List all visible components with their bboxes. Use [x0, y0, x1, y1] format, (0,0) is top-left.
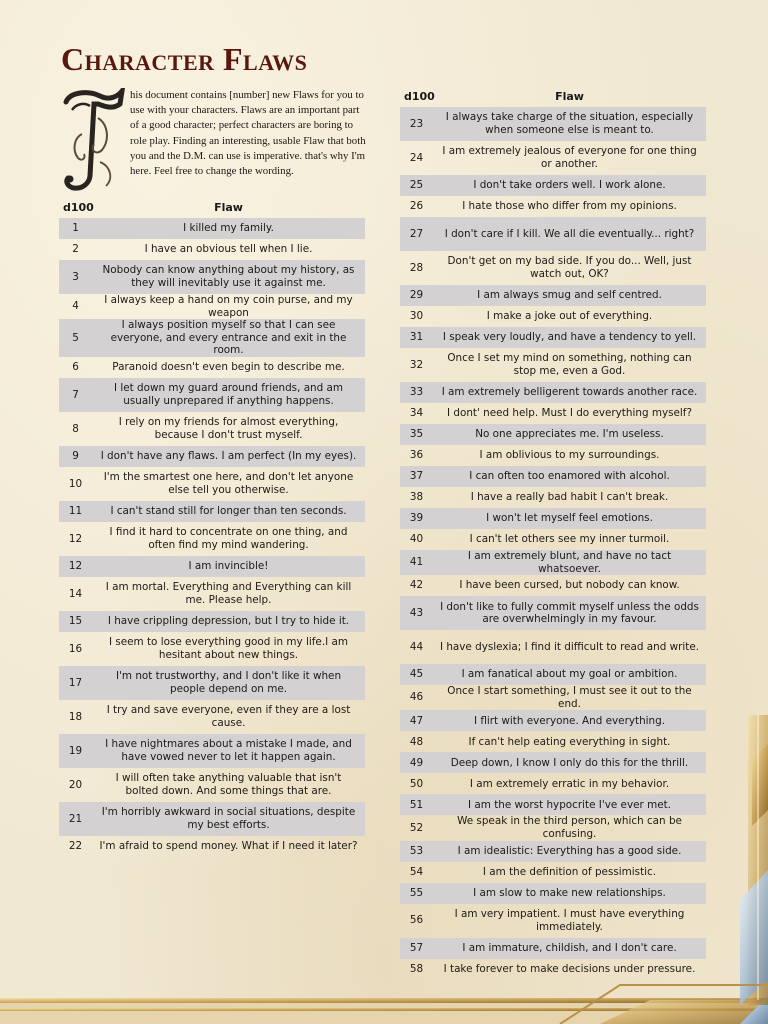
- table-row: [400, 664, 706, 685]
- table-row: [400, 710, 706, 731]
- table-row: [400, 487, 706, 508]
- header-d100: d100: [63, 200, 94, 214]
- table-row: [400, 348, 706, 382]
- roll-number: 16: [68, 642, 83, 655]
- table-row: [59, 294, 365, 319]
- roll-number: 36: [409, 449, 424, 462]
- flaw-text: I'm horribly awkward in social situations, despite my best efforts.: [92, 802, 365, 836]
- table-row: [400, 630, 706, 664]
- roll-number: 43: [400, 596, 433, 630]
- intro-paragraph: his document contains [number] new Flaws for you to use with your characters. Flaws are an important part of a good character; perfect characters are boring to role play. Finding an interesting, usable Flaw that both you and the D.M. can use is imperative. that's why I'm here. Feel free to change the wording.: [130, 89, 366, 178]
- roll-number: 26: [409, 200, 424, 213]
- table-row: [59, 802, 365, 836]
- table-row: [59, 556, 365, 577]
- flaw-text: I am mortal. Everything and Everything can kill me. Please help.: [105, 581, 352, 606]
- roll-number: 39: [400, 508, 433, 529]
- flaw-text: I can't stand still for longer than ten seconds.: [92, 501, 365, 522]
- roll-number: 15: [59, 611, 92, 632]
- roll-number: 18: [68, 710, 83, 723]
- table-row: [400, 382, 706, 403]
- table-row: [400, 575, 706, 596]
- flaw-text: I'm the smartest one here, and don't let anyone else tell you otherwise.: [103, 471, 354, 496]
- roll-number: 27: [400, 217, 433, 251]
- roll-number: 12: [68, 532, 83, 545]
- flaw-text: I always keep a hand on my coin purse, and my weapon: [104, 294, 353, 319]
- roll-number: 42: [409, 579, 424, 592]
- flaw-text: I am always smug and self centred.: [433, 285, 706, 306]
- roll-number: 14: [68, 587, 83, 600]
- flaw-text: I can often too enamored with alcohol.: [433, 466, 706, 487]
- flaw-text: I try and save everyone, even if they are a lost cause.: [106, 704, 351, 729]
- table-row: [400, 752, 706, 773]
- flaw-text: I can't let others see my inner turmoil.: [469, 533, 670, 546]
- roll-number: 54: [409, 865, 424, 878]
- roll-number: 53: [400, 841, 433, 862]
- table-row: [400, 306, 706, 327]
- table-row: [59, 522, 365, 556]
- roll-number: 25: [400, 175, 433, 196]
- flaw-text: I dont' need help. Must I do everything myself?: [447, 407, 692, 420]
- roll-number: 17: [59, 666, 92, 700]
- flaw-text: I hate those who differ from my opinions.: [462, 200, 677, 213]
- table-row: [400, 883, 706, 904]
- table-row: [400, 217, 706, 251]
- roll-number: 44: [409, 640, 424, 653]
- roll-number: 4: [72, 300, 79, 313]
- flaw-text: Paranoid doesn't even begin to describe me.: [112, 361, 345, 374]
- table-row: [59, 319, 365, 357]
- roll-number: 38: [409, 491, 424, 504]
- roll-number: 9: [59, 446, 92, 467]
- table-row: [59, 357, 365, 378]
- roll-number: 33: [400, 382, 433, 403]
- roll-number: 29: [400, 285, 433, 306]
- flaw-text: I am the worst hypocrite I've ever met.: [433, 794, 706, 815]
- table-row: [400, 904, 706, 938]
- flaw-text: I am immature, childish, and I don't care.: [433, 938, 706, 959]
- roll-number: 55: [400, 883, 433, 904]
- roll-number: 57: [400, 938, 433, 959]
- roll-number: 28: [409, 261, 424, 274]
- header-flaw: Flaw: [555, 89, 584, 103]
- roll-number: 11: [59, 501, 92, 522]
- table-row: [400, 841, 706, 862]
- roll-number: 35: [400, 424, 433, 445]
- flaw-text: I'm not trustworthy, and I don't like it when people depend on me.: [92, 666, 365, 700]
- flaw-text: I have crippling depression, but I try to hide it.: [92, 611, 365, 632]
- roll-number: 7: [59, 378, 92, 412]
- roll-number: 45: [400, 664, 433, 685]
- flaw-text: Deep down, I know I only do this for the thrill.: [433, 752, 706, 773]
- flaw-text: I always position myself so that I can see everyone, and every entrance and exit in the room.: [92, 319, 365, 357]
- drop-cap-ornament-icon: [60, 88, 126, 194]
- table-row: [59, 700, 365, 734]
- roll-number: 48: [409, 735, 424, 748]
- flaw-text: I don't take orders well. I work alone.: [433, 175, 706, 196]
- intro-section: [60, 88, 366, 196]
- flaw-text: I flirt with everyone. And everything.: [433, 710, 706, 731]
- table-row: [59, 412, 365, 446]
- flaw-table-right: [400, 87, 706, 980]
- table-row: [400, 731, 706, 752]
- roll-number: 56: [409, 914, 424, 927]
- roll-number: 10: [68, 477, 83, 490]
- table-row: [400, 685, 706, 710]
- flaw-text: I find it hard to concentrate on one thing, and often find my mind wandering.: [109, 526, 348, 551]
- flaw-text: I am the definition of pessimistic.: [482, 865, 657, 878]
- roll-number: 3: [59, 260, 92, 294]
- table-row: [59, 239, 365, 260]
- roll-number: 5: [59, 319, 92, 357]
- roll-number: 2: [72, 243, 79, 256]
- flaw-text: I have been cursed, but nobody can know.: [459, 579, 680, 592]
- table-row: [400, 815, 706, 840]
- flaw-text: I am extremely belligerent towards another race.: [433, 382, 706, 403]
- table-row: [59, 577, 365, 611]
- roll-number: 51: [400, 794, 433, 815]
- flaw-text: I killed my family.: [92, 218, 365, 239]
- roll-number: 47: [400, 710, 433, 731]
- roll-number: 32: [409, 358, 424, 371]
- flaw-text: I will often take anything valuable that isn't bolted down. And some things that are.: [115, 772, 342, 797]
- flaw-text: We speak in the third person, which can be confusing.: [457, 815, 682, 840]
- table-row: [400, 251, 706, 285]
- flaw-table-left: [59, 198, 365, 857]
- table-row: [59, 218, 365, 239]
- roll-number: 21: [59, 802, 92, 836]
- table-header-row: [59, 198, 365, 218]
- table-row: [400, 107, 706, 141]
- table-header-row: [400, 87, 706, 107]
- roll-number: 12: [59, 556, 92, 577]
- table-row: [400, 959, 706, 980]
- flaw-text: I am very impatient. I must have everything immediately.: [454, 907, 685, 933]
- table-row: [59, 611, 365, 632]
- roll-number: 50: [409, 777, 424, 790]
- roll-number: 34: [409, 407, 424, 420]
- table-row: [400, 550, 706, 575]
- flaw-text: I seem to lose everything good in my life.I am hesitant about new things.: [108, 636, 348, 661]
- flaw-text: I don't care if I kill. We all die eventually... right?: [433, 217, 706, 251]
- flaw-text: I have an obvious tell when I lie.: [144, 243, 313, 256]
- flaw-text: I don't like to fully commit myself unless the odds are overwhelmingly in my favour.: [433, 596, 706, 630]
- table-row: [59, 446, 365, 467]
- flaw-text: I am extremely blunt, and have no tact whatsoever.: [433, 550, 706, 575]
- table-row: [59, 768, 365, 802]
- flaw-text: I have nightmares about a mistake I made, and have vowed never to let it happen again.: [92, 734, 365, 768]
- table-row: [59, 501, 365, 522]
- flaw-text: I have a really bad habit I can't break.: [470, 491, 669, 504]
- table-row: [400, 862, 706, 883]
- table-row: [59, 467, 365, 501]
- table-row: [400, 141, 706, 175]
- flaw-text: I am extremely jealous of everyone for one thing or another.: [442, 145, 697, 170]
- flaw-text: I always take charge of the situation, especially when someone else is meant to.: [433, 107, 706, 141]
- table-row: [400, 529, 706, 550]
- flaw-text: No one appreciates me. I'm useless.: [433, 424, 706, 445]
- table-row: [59, 734, 365, 768]
- table-row: [400, 794, 706, 815]
- roll-number: 6: [72, 361, 79, 374]
- table-row: [400, 773, 706, 794]
- roll-number: 40: [409, 533, 424, 546]
- flaw-text: Once I set my mind on something, nothing can stop me, even a God.: [447, 352, 692, 377]
- roll-number: 30: [409, 310, 424, 323]
- flaw-text: I am idealistic: Everything has a good side.: [433, 841, 706, 862]
- table-row: [400, 424, 706, 445]
- table-row: [59, 260, 365, 294]
- flaw-text: I am oblivious to my surroundings.: [479, 449, 660, 462]
- table-row: [59, 666, 365, 700]
- header-d100: d100: [404, 89, 435, 103]
- table-row: [400, 285, 706, 306]
- table-row: [400, 466, 706, 487]
- flaw-text: I am invincible!: [92, 556, 365, 577]
- page-title: Character Flaws: [61, 41, 308, 77]
- flaw-text: Nobody can know anything about my history, as they will inevitably use it against me.: [92, 260, 365, 294]
- flaw-text: I won't let myself feel emotions.: [433, 508, 706, 529]
- roll-number: 8: [72, 422, 79, 435]
- flaw-text: Once I start something, I must see it out to the end.: [447, 685, 692, 710]
- flaw-text: Don't get on my bad side. If you do... Well, just watch out, OK?: [447, 255, 692, 280]
- roll-number: 1: [59, 218, 92, 239]
- roll-number: 41: [400, 550, 433, 575]
- roll-number: 19: [59, 734, 92, 768]
- table-row: [400, 403, 706, 424]
- roll-number: 20: [68, 778, 83, 791]
- roll-number: 37: [400, 466, 433, 487]
- roll-number: 52: [409, 821, 424, 834]
- roll-number: 58: [409, 962, 424, 975]
- flaw-text: I have dyslexia; I find it difficult to read and write.: [439, 640, 700, 653]
- table-row: [59, 632, 365, 666]
- table-row: [59, 378, 365, 412]
- roll-number: 22: [68, 840, 83, 853]
- flaw-text: I am extremely erratic in my behavior.: [469, 777, 670, 790]
- table-row: [400, 196, 706, 217]
- table-row: [400, 327, 706, 348]
- flaw-text: I let down my guard around friends, and am usually unprepared if anything happens.: [92, 378, 365, 412]
- flaw-text: I speak very loudly, and have a tendency to yell.: [433, 327, 706, 348]
- roll-number: 23: [400, 107, 433, 141]
- table-row: [400, 938, 706, 959]
- table-row: [400, 596, 706, 630]
- flaw-text: I'm afraid to spend money. What if I need it later?: [99, 840, 358, 853]
- header-flaw: Flaw: [214, 200, 243, 214]
- flaw-text: I am fanatical about my goal or ambition.: [433, 664, 706, 685]
- roll-number: 49: [400, 752, 433, 773]
- table-row: [400, 445, 706, 466]
- flaw-text: I am slow to make new relationships.: [433, 883, 706, 904]
- roll-number: 31: [400, 327, 433, 348]
- roll-number: 46: [409, 691, 424, 704]
- flaw-text: I take forever to make decisions under pressure.: [443, 962, 696, 975]
- table-row: [400, 508, 706, 529]
- table-row: [400, 175, 706, 196]
- flaw-text: I rely on my friends for almost everything, because I don't trust myself.: [118, 416, 339, 441]
- roll-number: 24: [409, 151, 424, 164]
- flaw-text: I don't have any flaws. I am perfect (In my eyes).: [92, 446, 365, 467]
- flaw-text: If can't help eating everything in sight.: [468, 735, 671, 748]
- table-row: [59, 836, 365, 857]
- flaw-text: I make a joke out of everything.: [486, 310, 653, 323]
